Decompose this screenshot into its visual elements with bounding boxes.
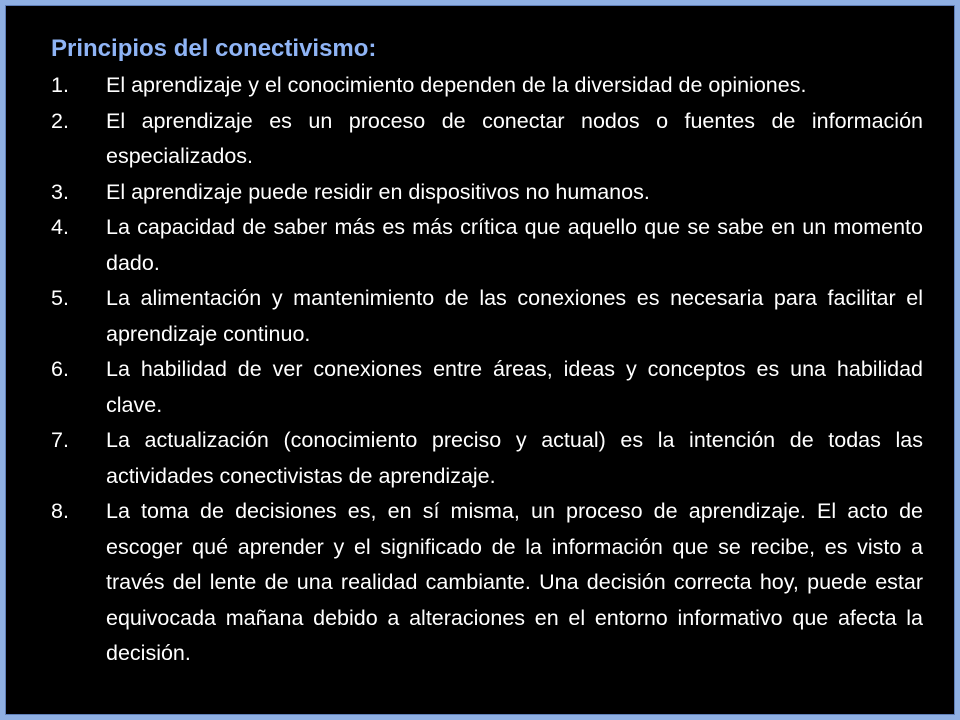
list-item bbox=[51, 175, 923, 211]
item-number: 2. bbox=[51, 108, 69, 133]
principles-list bbox=[51, 68, 923, 672]
item-text: El aprendizaje y el conocimiento dependen de la diversidad de opiniones. bbox=[106, 73, 807, 97]
item-number: 5. bbox=[51, 286, 69, 310]
item-number: 1. bbox=[51, 73, 69, 97]
item-text: La actualización (conocimiento preciso y actual) es la intención de todas las actividades conectivistas de aprendizaje. bbox=[106, 428, 923, 488]
item-number: 4. bbox=[51, 215, 69, 239]
list-item bbox=[51, 104, 923, 175]
item-number: 8. bbox=[51, 499, 69, 523]
slide-content bbox=[51, 31, 923, 672]
item-text: La capacidad de saber más es más crítica que aquello que se sabe en un momento dado. bbox=[106, 215, 923, 275]
slide-title: Principios del conectivismo: bbox=[51, 35, 377, 62]
list-item bbox=[51, 68, 923, 104]
item-text: La alimentación y mantenimiento de las conexiones es necesaria para facilitar el aprendizaje continuo. bbox=[106, 286, 923, 346]
list-item bbox=[51, 494, 923, 672]
item-text: La habilidad de ver conexiones entre áreas, ideas y conceptos es una habilidad clave. bbox=[106, 357, 923, 417]
item-text: El aprendizaje es un proceso de conectar nodos o fuentes de información especializados. bbox=[106, 108, 923, 168]
item-text: La toma de decisiones es, en sí misma, un proceso de aprendizaje. El acto de escoger qué aprender y el significado de la información que se recibe, es visto a través del lente de una realidad cambiante. Una decisión correcta hoy, puede estar equivocada mañana debido a alteraciones en el entorno informativo que afecta la decisión. bbox=[106, 499, 923, 665]
item-number: 6. bbox=[51, 357, 69, 381]
item-number: 3. bbox=[51, 179, 69, 204]
item-text: El aprendizaje puede residir en dispositivos no humanos. bbox=[106, 179, 650, 204]
list-item bbox=[51, 423, 923, 494]
list-item bbox=[51, 352, 923, 423]
item-number: 7. bbox=[51, 428, 69, 452]
list-item bbox=[51, 281, 923, 352]
list-item bbox=[51, 210, 923, 281]
